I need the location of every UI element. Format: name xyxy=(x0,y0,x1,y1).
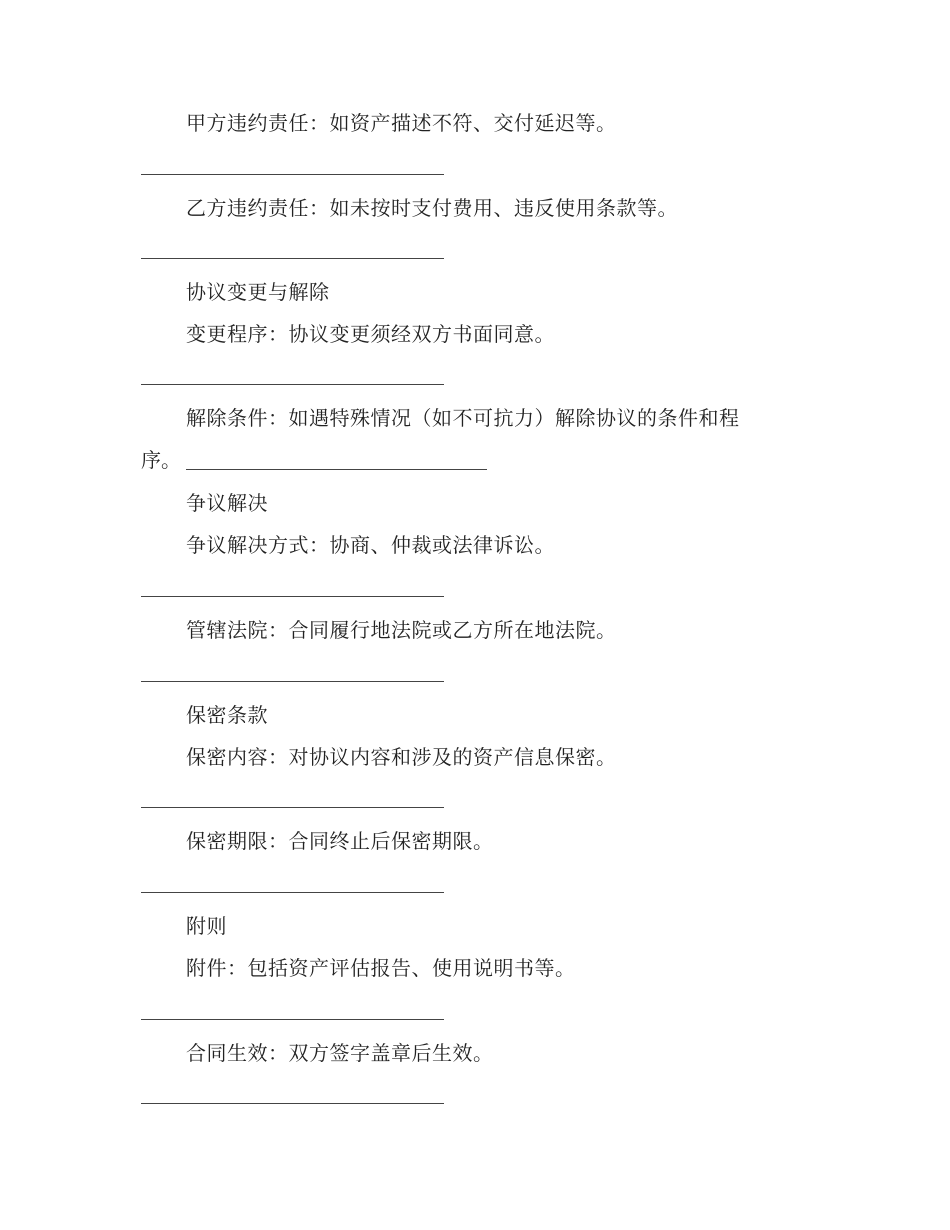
clause-termination-conditions: 解除条件：如遇特殊情况（如不可抗力）解除协议的条件和程 xyxy=(186,406,740,430)
clause-attachments: 附件：包括资产评估报告、使用说明书等。 xyxy=(186,956,576,980)
fill-in-blank[interactable] xyxy=(141,596,444,597)
clause-party-b-liability: 乙方违约责任：如未按时支付费用、违反使用条款等。 xyxy=(186,196,678,220)
clause-confidential-period: 保密期限：合同终止后保密期限。 xyxy=(186,829,494,853)
fill-in-blank[interactable] xyxy=(141,384,444,385)
clause-confidential-content: 保密内容：对协议内容和涉及的资产信息保密。 xyxy=(186,745,617,769)
clause-termination-conditions-cont: 序。 xyxy=(141,448,181,472)
section-heading-supplementary: 附则 xyxy=(186,914,227,938)
clause-effectiveness: 合同生效：双方签字盖章后生效。 xyxy=(186,1041,494,1065)
clause-dispute-method: 争议解决方式：协商、仲裁或法律诉讼。 xyxy=(186,533,555,557)
fill-in-blank[interactable] xyxy=(141,807,444,808)
clause-party-a-liability: 甲方违约责任：如资产描述不符、交付延迟等。 xyxy=(186,111,617,135)
fill-in-blank[interactable] xyxy=(141,892,444,893)
fill-in-blank[interactable] xyxy=(141,1019,444,1020)
section-heading-amendment: 协议变更与解除 xyxy=(186,280,330,304)
fill-in-blank[interactable] xyxy=(141,1103,444,1104)
clause-amendment-procedure: 变更程序：协议变更须经双方书面同意。 xyxy=(186,322,555,346)
fill-in-blank[interactable] xyxy=(186,469,487,470)
section-heading-dispute: 争议解决 xyxy=(186,491,268,515)
section-heading-confidentiality: 保密条款 xyxy=(186,703,268,727)
fill-in-blank[interactable] xyxy=(141,681,444,682)
fill-in-blank[interactable] xyxy=(141,258,444,259)
clause-jurisdiction: 管辖法院：合同履行地法院或乙方所在地法院。 xyxy=(186,618,617,642)
fill-in-blank[interactable] xyxy=(141,174,444,175)
